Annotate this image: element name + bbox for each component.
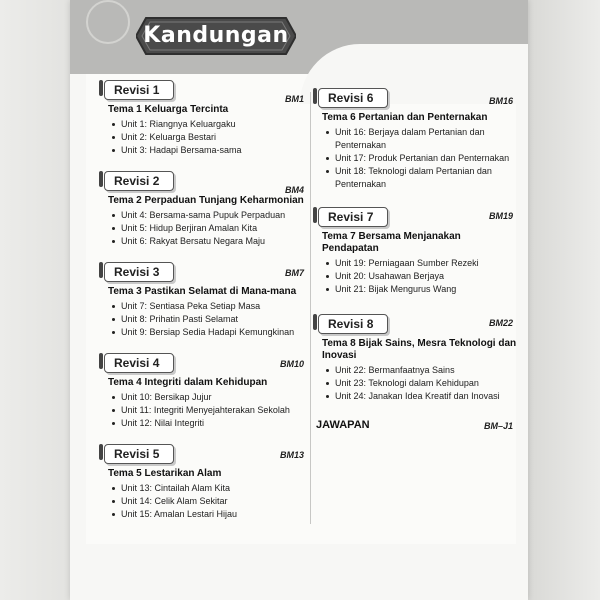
list-item: Unit 24: Janakan Idea Kreatif dan Inovasi [326,390,517,403]
left-column [98,80,308,521]
list-item: Unit 13: Cintailah Alam Kita [112,482,308,495]
list-item: Unit 21: Bijak Mengurus Wang [326,283,517,296]
unit-list [312,364,517,403]
revisi-label: Revisi 1 [104,80,174,100]
revisi-section-5 [98,444,308,521]
page-code: BM19 [488,211,513,221]
list-item: Unit 19: Perniagaan Sumber Rezeki [326,257,517,270]
revisi-label: Revisi 7 [318,207,388,227]
list-item: Unit 10: Bersikap Jujur [112,391,308,404]
list-item: Unit 18: Teknologi dalam Pertanian dan Penternakan [326,165,517,191]
revisi-label: Revisi 4 [104,353,174,373]
right-column [312,88,517,431]
tema-title: Tema 1 Keluarga Tercinta [108,104,229,115]
list-item: Unit 12: Nilai Integriti [112,417,308,430]
revisi-label: Revisi 8 [318,314,388,334]
page-right-margin [528,0,600,600]
tema-title: Tema 7 Bersama Menjanakan Pendapatan [322,231,461,254]
list-item: Unit 15: Amalan Lestari Hijau [112,508,308,521]
page-code: BM13 [279,450,304,460]
list-item: Unit 11: Integriti Menyejahterakan Sekolah [112,404,308,417]
jawapan-entry [316,419,517,431]
revisi-section-8 [312,314,517,403]
revisi-section-1 [98,80,308,157]
list-item: Unit 1: Riangnya Keluargaku [112,118,308,131]
list-item: Unit 3: Hadapi Bersama-sama [112,144,308,157]
revisi-section-4 [98,353,308,430]
page-code: BM–J1 [483,421,513,431]
tema-title: Tema 3 Pastikan Selamat di Mana-mana [108,286,297,297]
page-code: BM16 [488,96,513,106]
unit-list [98,209,308,248]
revisi-section-7 [312,207,517,296]
list-item: Unit 17: Produk Pertanian dan Penternakan [326,152,517,165]
tema-title: Tema 5 Lestarikan Alam [108,468,222,479]
revisi-label: Revisi 5 [104,444,174,464]
unit-list [312,126,517,191]
unit-list [98,300,308,339]
circle-decoration [86,0,130,44]
tema-title: Tema 4 Integriti dalam Kehidupan [108,377,268,388]
revisi-section-2 [98,171,308,248]
list-item: Unit 5: Hidup Berjiran Amalan Kita [112,222,308,235]
list-item: Unit 16: Berjaya dalam Pertanian dan Penternakan [326,126,517,152]
revisi-label: Revisi 3 [104,262,174,282]
list-item: Unit 20: Usahawan Berjaya [326,270,517,283]
list-item: Unit 6: Rakyat Bersatu Negara Maju [112,235,308,248]
unit-list [98,391,308,430]
page-left-margin [0,0,70,600]
list-item: Unit 23: Teknologi dalam Kehidupan [326,377,517,390]
list-item: Unit 7: Sentiasa Peka Setiap Masa [112,300,308,313]
list-item: Unit 2: Keluarga Bestari [112,131,308,144]
tema-title: Tema 8 Bijak Sains, Mesra Teknologi dan Inovasi [322,338,517,361]
title-banner [136,14,296,58]
list-item: Unit 22: Bermanfaatnya Sains [326,364,517,377]
revisi-section-6 [312,88,517,191]
page-code: BM10 [279,359,304,369]
list-item: Unit 4: Bersama-sama Pupuk Perpaduan [112,209,308,222]
list-item: Unit 8: Prihatin Pasti Selamat [112,313,308,326]
page-code: BM4 [284,185,304,195]
tema-title: Tema 2 Perpaduan Tunjang Keharmonian [108,195,304,206]
unit-list [98,482,308,521]
revisi-section-3 [98,262,308,339]
jawapan-label: JAWAPAN [316,419,370,431]
tema-title: Tema 6 Pertanian dan Penternakan [322,112,488,123]
page-code: BM7 [284,268,304,278]
column-divider [310,92,311,524]
revisi-label: Revisi 2 [104,171,174,191]
page-title: Kandungan [143,23,289,48]
revisi-label: Revisi 6 [318,88,388,108]
unit-list [312,257,517,296]
unit-list [98,118,308,157]
list-item: Unit 14: Celik Alam Sekitar [112,495,308,508]
page-code: BM1 [284,94,304,104]
page-code: BM22 [488,318,513,328]
list-item: Unit 9: Bersiap Sedia Hadapi Kemungkinan [112,326,308,339]
